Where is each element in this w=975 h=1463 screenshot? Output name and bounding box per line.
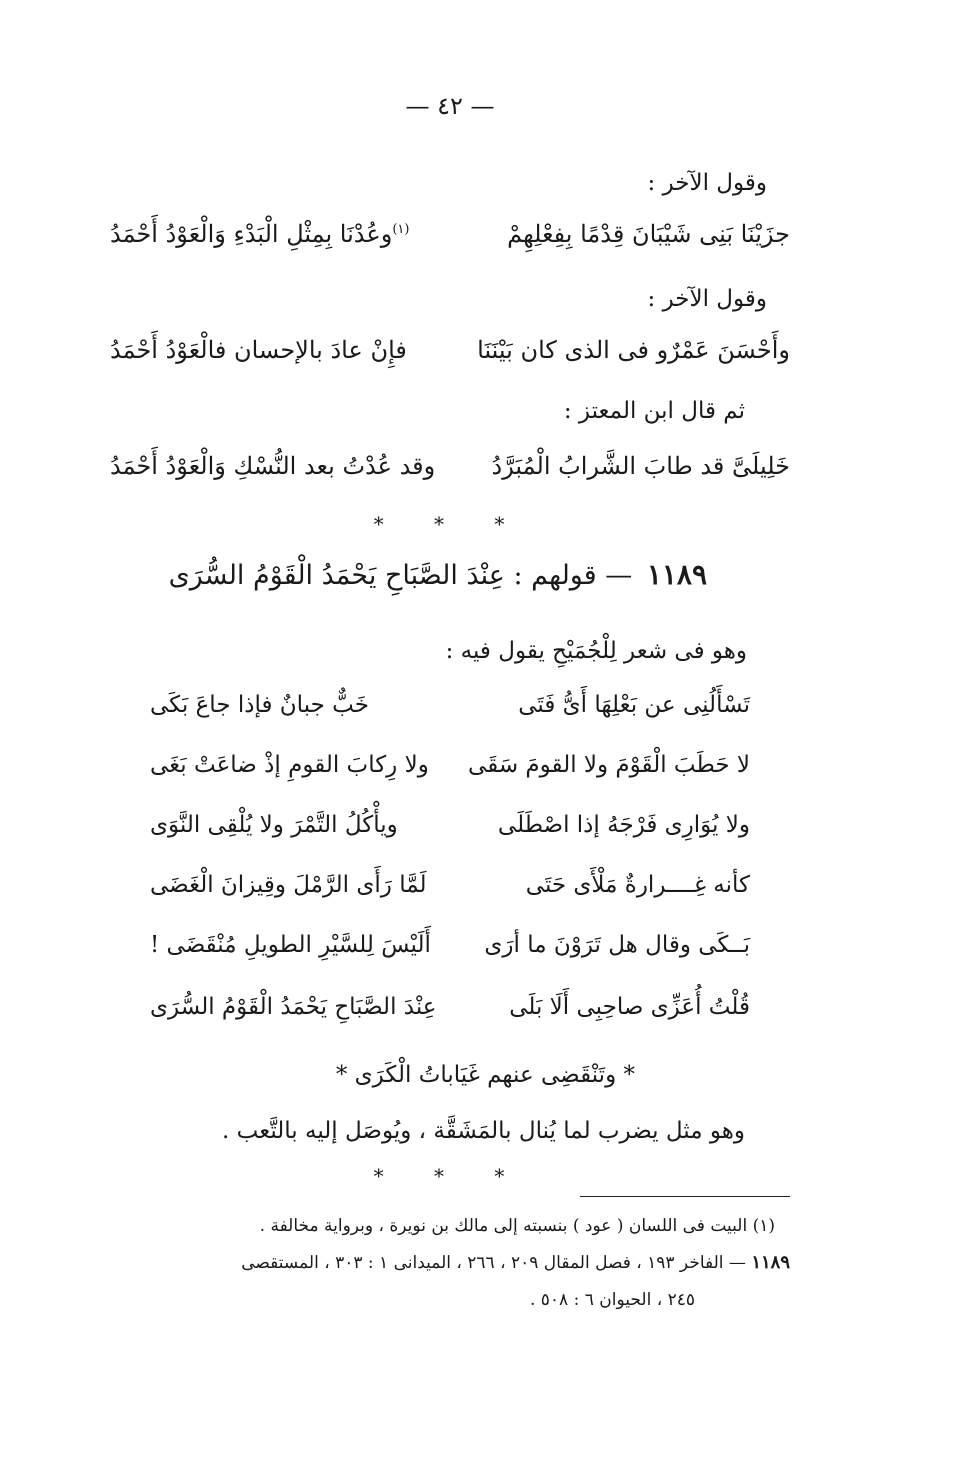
- page-number: — ٤٢ —: [405, 92, 495, 120]
- poem-verse: [150, 812, 750, 858]
- poem-second-hemistich: أَلَيْسَ لِلسَّيْرِ الطويلِ مُنْقَضَى !: [150, 932, 431, 958]
- poem-second-hemistich: لَمَّا رَأَى الرَّمْلَ وقِيزانَ الْغَضَى: [150, 872, 427, 898]
- poem-verse: [150, 872, 750, 918]
- footnote-mark: (١): [392, 222, 410, 237]
- separator-stars: * * *: [373, 512, 527, 536]
- footnote-2-number: ١١٨٩: [751, 1252, 790, 1273]
- intro-line-2: وقول الآخر :: [647, 286, 767, 312]
- footnote-rule: [580, 1196, 790, 1197]
- verse-3-second-hemistich: وقد عُدْتُ بعد النُّسْكِ وَالْعَوْدُ أَحْمَدُ: [110, 452, 436, 480]
- poem-verse: [150, 932, 750, 978]
- footnote-2-line-1: — الفاخر ١٩٣ ، فصل المقال ٢٠٩ ، ٢٦٦ ، الميدانى ١ : ٣٠٣ ، المستقصى: [241, 1253, 746, 1273]
- poem-verse: [150, 994, 750, 1040]
- poem-first-hemistich: بَــكَى وقال هل تَرَوْنَ ما أرَى: [484, 932, 750, 958]
- footnote-2: [241, 1252, 790, 1273]
- entry-number: ١١٨٩: [646, 558, 707, 591]
- footnote-2-continuation: ٢٤٥ ، الحيوان ٦ : ٥٠٨ .: [529, 1290, 695, 1310]
- poem-first-hemistich: قُلْتُ أُعَزِّى صاحِبِى أَلَا بَلَى: [509, 994, 750, 1020]
- entry-title: — قولهم : عِنْدَ الصَّبَاحِ يَحْمَدُ الْقَوْمُ السُّرَى: [168, 560, 633, 591]
- verse-3: [110, 452, 790, 496]
- entry-heading: [169, 558, 707, 591]
- intro-line-4: وهو فى شعر لِلْجُمَيْحِ يقول فيه :: [445, 638, 747, 664]
- verse-2-first-hemistich: وأَحْسَنَ عَمْرٌو فى الذى كان بَيْنَنَا: [477, 336, 790, 364]
- verse-3-first-hemistich: خَلِيلَىَّ قد طابَ الشَّرابُ الْمُبَرَّدُ: [491, 452, 790, 480]
- intro-line-3: ثم قال ابن المعتز :: [563, 398, 745, 424]
- poem-second-hemistich: ويأْكُلُ التَّمْرَ ولا يُلْقِى النَّوَى: [150, 812, 398, 838]
- poem-verse: [150, 752, 750, 798]
- poem-second-hemistich: عِنْدَ الصَّبَاحِ يَحْمَدُ الْقَوْمُ السُّرَى: [150, 994, 437, 1020]
- intro-line-1: وقول الآخر :: [647, 170, 767, 196]
- poem-verse: [150, 692, 750, 738]
- verse-1-first-hemistich: جزَيْنَا بَنِى شَيْبَانَ قِدْمًا بِفِعْلِهِمْ: [507, 220, 790, 248]
- poem-first-hemistich: لا حَطَبَ الْقَوْمَ ولا القومَ سَقَى: [468, 752, 750, 778]
- poem-second-hemistich: خَبٌّ جبانٌ فإذا جاعَ بَكَى: [150, 692, 369, 718]
- separator-stars-2: * * *: [373, 1164, 527, 1188]
- poem-first-hemistich: كأنه غِــــرارةٌ مَلْأَى حَتَى: [525, 872, 750, 898]
- footnote-1: (١) البيت فى اللسان ( عود ) بنسبته إلى مالك بن نويرة ، وبرواية مخالفة .: [259, 1216, 775, 1236]
- verse-1-second-hemistich-text: وعُدْنَا بِمِثْلِ الْبَدْءِ وَالْعَوْدُ أَحْمَدُ: [110, 220, 393, 248]
- poem-first-hemistich: تَسْأَلُنِى عن بَعْلِهَا أَىُّ فَتَى: [518, 692, 750, 718]
- closing-hemistich: * وتَنْقَضِى عنهم غَيَاباتُ الْكَرَى *: [335, 1062, 635, 1088]
- verse-1: [110, 220, 790, 264]
- poem-first-hemistich: ولا يُوَارِى فَرْجَهُ إذا اصْطَلَى: [497, 812, 750, 838]
- verse-2: [110, 336, 790, 380]
- proverb-explanation: وهو مثل يضرب لما يُنال بالمَشَقَّة ، ويُوصَل إليه بالتَّعب .: [222, 1118, 745, 1144]
- verse-1-second-hemistich: [110, 220, 409, 248]
- poem-second-hemistich: ولا رِكابَ القومِ إذْ ضاعَتْ بَغَى: [150, 752, 429, 778]
- verse-2-second-hemistich: فإِنْ عادَ بالإحسان فالْعَوْدُ أَحْمَدُ: [110, 336, 407, 364]
